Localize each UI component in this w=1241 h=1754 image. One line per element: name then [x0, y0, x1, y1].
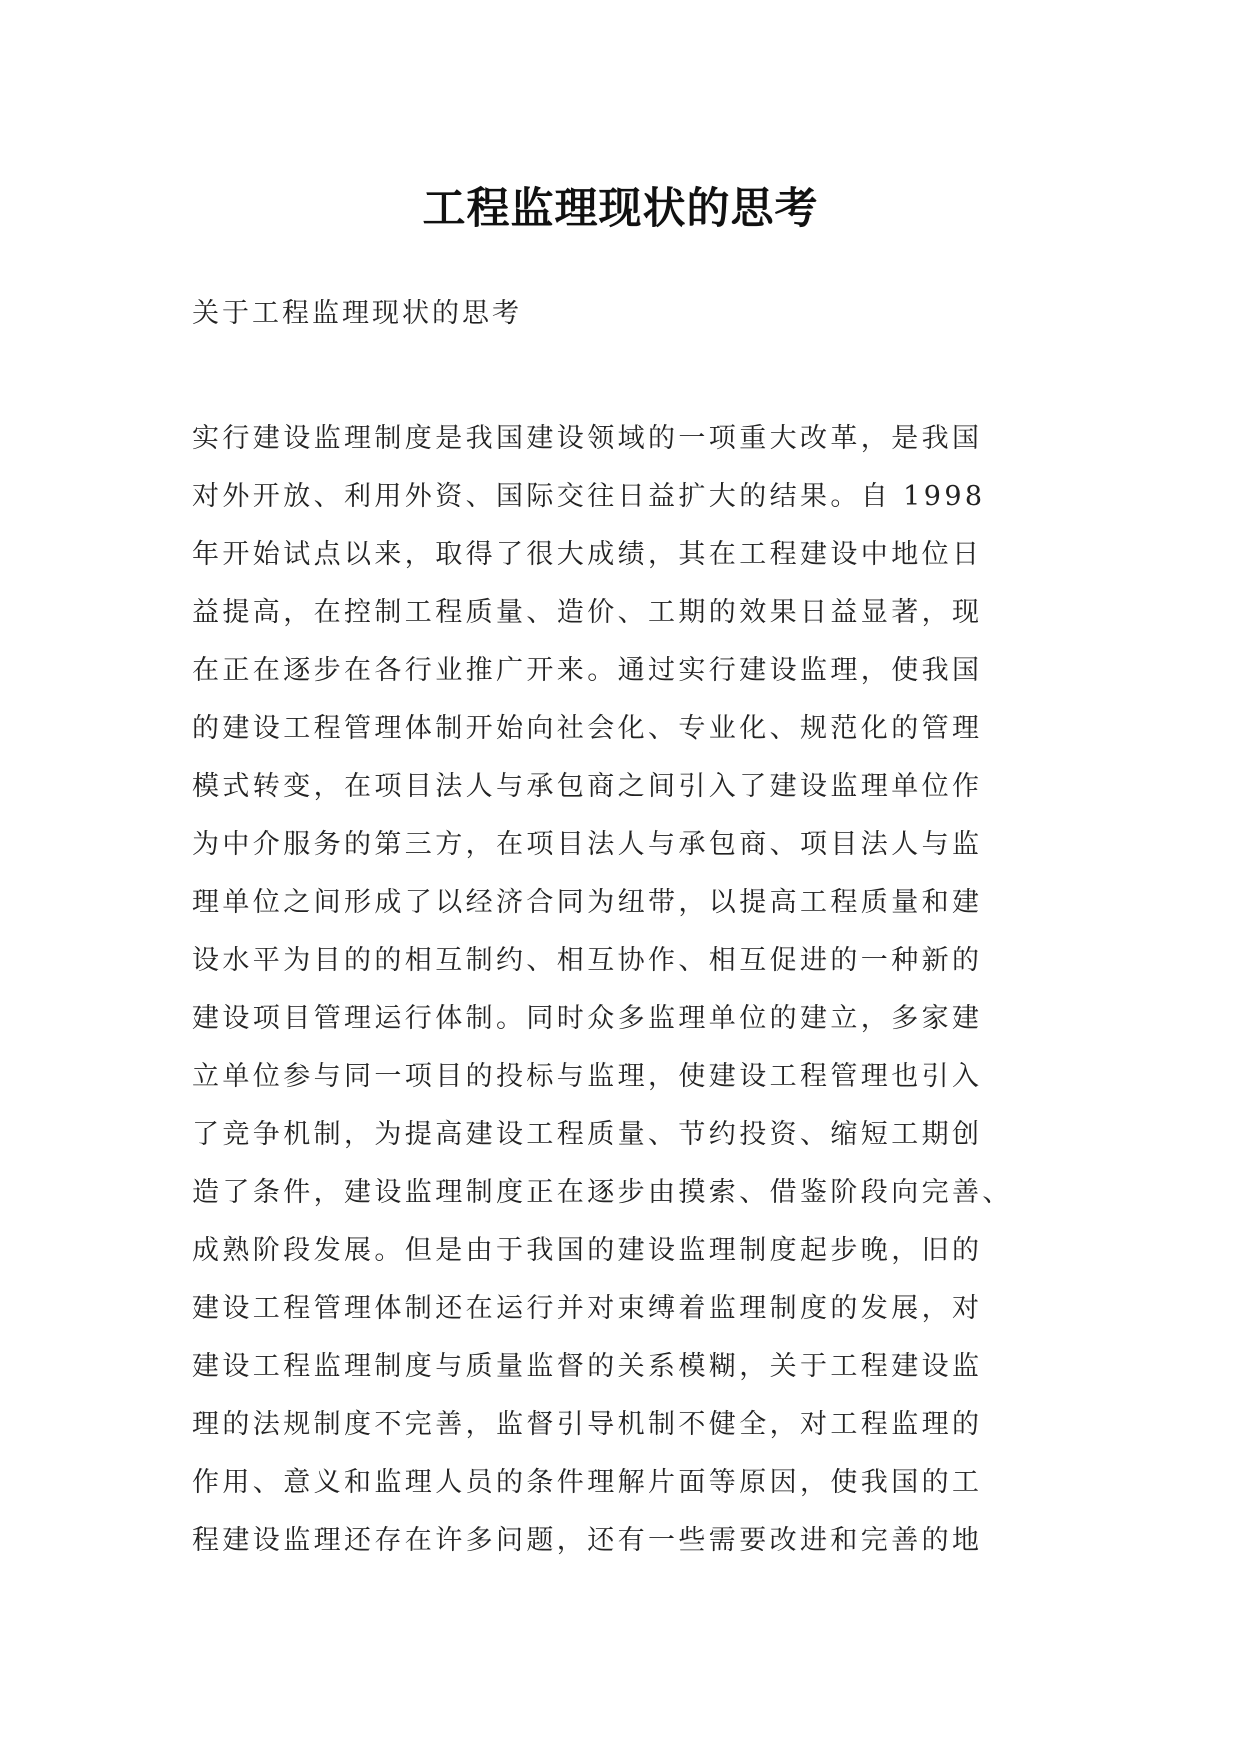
body-line: 建设工程管理体制还在运行并对束缚着监理制度的发展，对 [192, 1293, 983, 1324]
body-line: 程建设监理还存在许多问题，还有一些需要改进和完善的地 [192, 1525, 983, 1556]
body-line: 在正在逐步在各行业推广开来。通过实行建设监理，使我国 [192, 655, 983, 686]
body-line: 实行建设监理制度是我国建设领域的一项重大改革，是我国 [192, 423, 983, 454]
body-line: 造了条件，建设监理制度正在逐步由摸索、借鉴阶段向完善、 [192, 1177, 1013, 1208]
body-line: 为中介服务的第三方，在项目法人与承包商、项目法人与监 [192, 829, 983, 860]
body-line: 设水平为目的的相互制约、相互协作、相互促进的一种新的 [192, 945, 983, 976]
body-line: 理的法规制度不完善，监督引导机制不健全，对工程监理的 [192, 1409, 983, 1440]
body-line: 模式转变，在项目法人与承包商之间引入了建设监理单位作 [192, 771, 983, 802]
body-line: 了竞争机制，为提高建设工程质量、节约投资、缩短工期创 [192, 1119, 983, 1150]
document-subtitle: 关于工程监理现状的思考 [192, 298, 522, 329]
body-line: 的建设工程管理体制开始向社会化、专业化、规范化的管理 [192, 713, 983, 744]
body-line: 成熟阶段发展。但是由于我国的建设监理制度起步晚，旧的 [192, 1235, 983, 1266]
body-line: 益提高，在控制工程质量、造价、工期的效果日益显著，现 [192, 597, 983, 628]
body-line: 年开始试点以来，取得了很大成绩，其在工程建设中地位日 [192, 539, 983, 570]
body-line: 理单位之间形成了以经济合同为纽带，以提高工程质量和建 [192, 887, 983, 918]
document-title: 工程监理现状的思考 [422, 183, 819, 234]
body-line: 建设工程监理制度与质量监督的关系模糊，关于工程建设监 [192, 1351, 983, 1382]
body-line: 作用、意义和监理人员的条件理解片面等原因，使我国的工 [192, 1467, 983, 1498]
document-body [192, 410, 1052, 1570]
body-line: 对外开放、利用外资、国际交往日益扩大的结果。自 1998 [192, 481, 986, 512]
body-line: 建设项目管理运行体制。同时众多监理单位的建立，多家建 [192, 1003, 983, 1034]
body-line: 立单位参与同一项目的投标与监理，使建设工程管理也引入 [192, 1061, 983, 1092]
